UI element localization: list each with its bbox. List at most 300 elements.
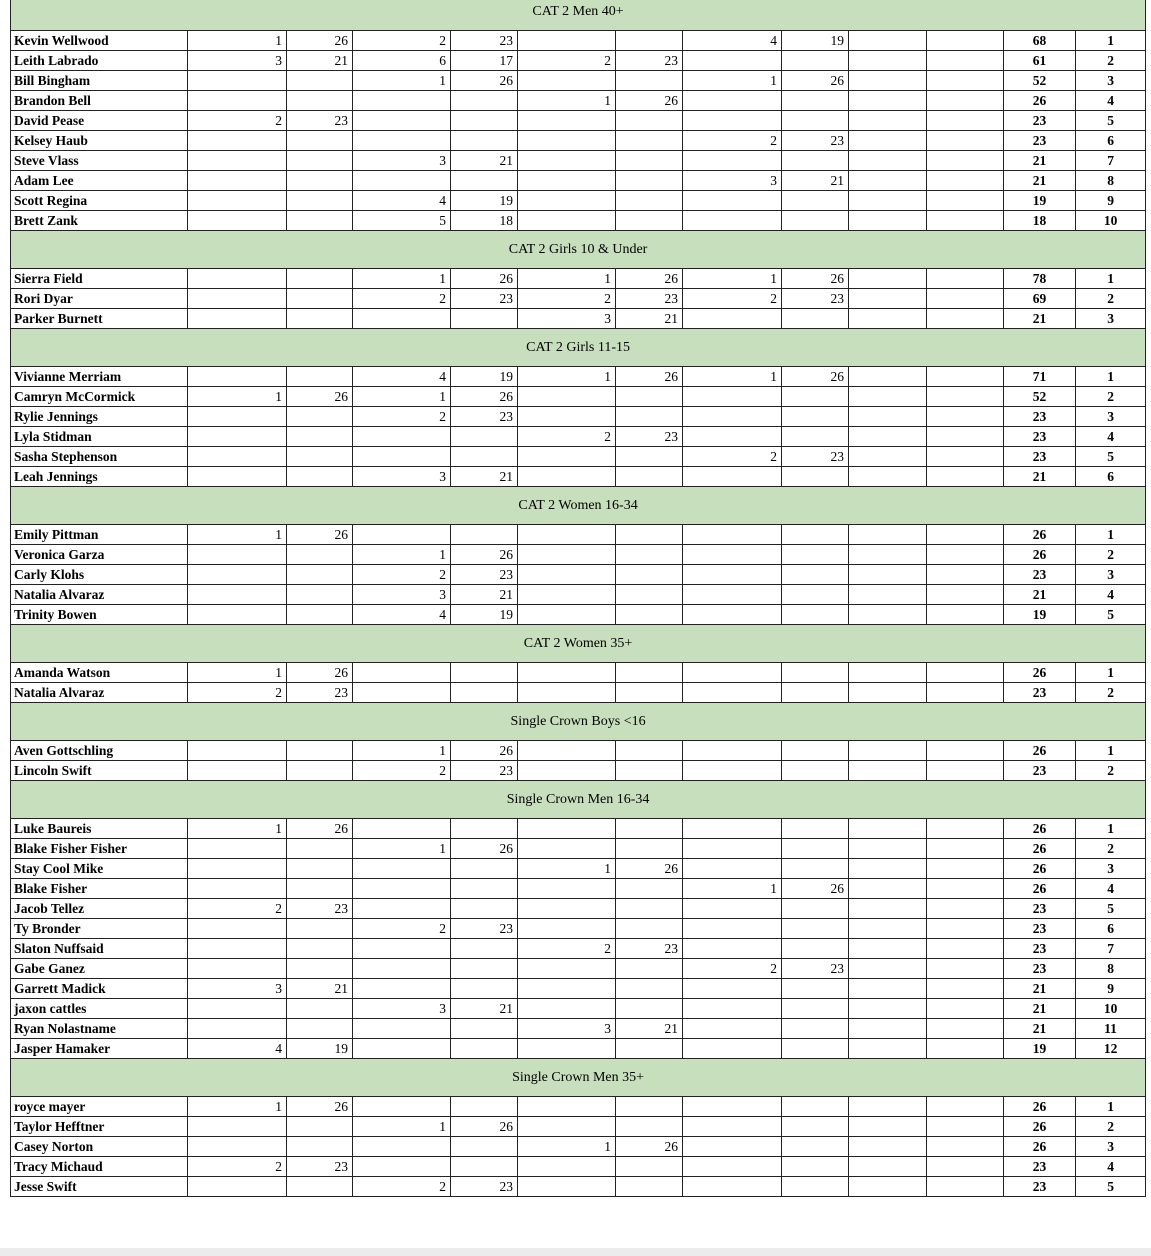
overall-rank: 6 [1076,131,1146,151]
race-1-points [287,605,353,625]
race-2-place: 2 [353,761,451,781]
race-4-points [782,663,849,683]
race-3-place [518,1157,616,1177]
rider-name: Ryan Nolastname [11,1019,188,1039]
race-2-points [451,427,518,447]
race-3-points [616,999,683,1019]
race-4-place [683,51,782,71]
overall-rank: 11 [1076,1019,1146,1039]
race-3-place [518,151,616,171]
race-2-place [353,525,451,545]
race-1-place: 3 [188,979,287,999]
race-2-place [353,1019,451,1039]
race-2-points: 19 [451,605,518,625]
race-5-place [849,427,927,447]
race-3-points [616,979,683,999]
race-2-place: 4 [353,191,451,211]
category-title: CAT 2 Girls 11-15 [11,329,1146,367]
rider-row [11,605,1146,625]
overall-rank: 2 [1076,1117,1146,1137]
race-4-points [782,919,849,939]
race-3-points [616,1177,683,1197]
race-3-points [616,1097,683,1117]
race-4-place [683,859,782,879]
race-2-points [451,1097,518,1117]
rider-name: Brett Zank [11,211,188,231]
race-2-place: 5 [353,211,451,231]
race-4-place: 4 [683,31,782,51]
race-3-points [616,565,683,585]
race-5-place [849,309,927,329]
race-2-place: 3 [353,585,451,605]
rider-name: Natalia Alvaraz [11,683,188,703]
rider-row [11,663,1146,683]
race-2-place: 2 [353,407,451,427]
race-5-place [849,31,927,51]
race-4-place: 2 [683,447,782,467]
race-2-points: 19 [451,367,518,387]
race-1-place [188,71,287,91]
race-1-points [287,447,353,467]
total-points: 69 [1004,289,1076,309]
race-3-place [518,211,616,231]
overall-rank: 1 [1076,1097,1146,1117]
race-3-place [518,191,616,211]
race-5-points [927,171,1004,191]
race-5-place [849,1097,927,1117]
rider-row [11,289,1146,309]
category-title: CAT 2 Women 16-34 [11,487,1146,525]
total-points: 26 [1004,1117,1076,1137]
race-3-place [518,899,616,919]
race-4-points [782,585,849,605]
overall-rank: 5 [1076,1177,1146,1197]
race-5-points [927,51,1004,71]
race-5-points [927,565,1004,585]
race-2-points: 21 [451,151,518,171]
race-1-place [188,131,287,151]
rider-name: jaxon cattles [11,999,188,1019]
rider-name: Stay Cool Mike [11,859,188,879]
race-3-place [518,879,616,899]
race-2-place [353,683,451,703]
total-points: 26 [1004,839,1076,859]
race-5-place [849,585,927,605]
race-2-points [451,309,518,329]
total-points: 26 [1004,879,1076,899]
race-3-place [518,585,616,605]
race-2-points: 23 [451,1177,518,1197]
race-5-place [849,191,927,211]
race-3-points: 23 [616,51,683,71]
rider-row [11,1097,1146,1117]
race-1-points [287,309,353,329]
race-4-place [683,605,782,625]
overall-rank: 4 [1076,1157,1146,1177]
race-5-points [927,407,1004,427]
overall-rank: 5 [1076,899,1146,919]
race-1-place [188,191,287,211]
race-5-points [927,31,1004,51]
bottom-edge [0,1248,1151,1256]
race-2-points [451,683,518,703]
race-1-place [188,211,287,231]
race-1-place [188,585,287,605]
race-4-place [683,1019,782,1039]
rider-row [11,387,1146,407]
rider-row [11,1039,1146,1059]
rider-name: Camryn McCormick [11,387,188,407]
race-2-place: 2 [353,289,451,309]
race-4-place [683,111,782,131]
race-3-place [518,959,616,979]
race-1-points: 26 [287,31,353,51]
race-4-points [782,761,849,781]
rider-name: Bill Bingham [11,71,188,91]
rider-row [11,111,1146,131]
rider-name: Amanda Watson [11,663,188,683]
race-2-points: 23 [451,761,518,781]
race-4-points [782,151,849,171]
race-2-points [451,959,518,979]
rider-name: Brandon Bell [11,91,188,111]
race-2-place: 1 [353,269,451,289]
race-2-place: 1 [353,1117,451,1137]
race-2-place: 3 [353,999,451,1019]
race-1-place: 1 [188,1097,287,1117]
race-3-points [616,605,683,625]
category-title: CAT 2 Men 40+ [11,0,1146,31]
race-5-points [927,839,1004,859]
race-5-points [927,1177,1004,1197]
overall-rank: 6 [1076,467,1146,487]
race-4-points [782,605,849,625]
race-4-points [782,191,849,211]
race-2-points: 26 [451,545,518,565]
overall-rank: 2 [1076,545,1146,565]
race-1-place [188,999,287,1019]
race-2-points [451,899,518,919]
overall-rank: 2 [1076,387,1146,407]
rider-row [11,1157,1146,1177]
race-3-place [518,839,616,859]
race-2-points [451,131,518,151]
rider-name: Adam Lee [11,171,188,191]
race-2-place: 3 [353,151,451,171]
race-5-points [927,663,1004,683]
rider-name: Leith Labrado [11,51,188,71]
race-1-points [287,427,353,447]
rider-row [11,51,1146,71]
rider-row [11,427,1146,447]
race-3-points [616,1039,683,1059]
race-2-place: 4 [353,605,451,625]
race-2-place [353,111,451,131]
standings-table [10,0,1146,1197]
race-1-points [287,191,353,211]
race-2-points [451,91,518,111]
race-5-points [927,819,1004,839]
category-header-row [11,487,1146,525]
race-1-points [287,71,353,91]
race-1-points [287,131,353,151]
race-1-place: 3 [188,51,287,71]
overall-rank: 1 [1076,525,1146,545]
race-3-points [616,111,683,131]
rider-row [11,309,1146,329]
race-4-points [782,111,849,131]
race-2-place: 1 [353,741,451,761]
race-3-points [616,761,683,781]
overall-rank: 8 [1076,171,1146,191]
race-5-points [927,91,1004,111]
total-points: 71 [1004,367,1076,387]
race-5-place [849,761,927,781]
overall-rank: 2 [1076,289,1146,309]
race-5-place [849,111,927,131]
race-4-points: 26 [782,269,849,289]
race-1-place: 2 [188,899,287,919]
rider-row [11,447,1146,467]
race-5-place [849,859,927,879]
race-4-place: 1 [683,269,782,289]
total-points: 26 [1004,819,1076,839]
overall-rank: 12 [1076,1039,1146,1059]
rider-name: Parker Burnett [11,309,188,329]
rider-name: Gabe Ganez [11,959,188,979]
race-5-place [849,211,927,231]
race-1-place [188,171,287,191]
rider-row [11,91,1146,111]
race-5-points [927,899,1004,919]
race-4-points [782,91,849,111]
category-title: CAT 2 Women 35+ [11,625,1146,663]
race-2-points: 21 [451,999,518,1019]
overall-rank: 10 [1076,211,1146,231]
category-header-row [11,625,1146,663]
race-5-place [849,979,927,999]
total-points: 23 [1004,939,1076,959]
race-5-points [927,1097,1004,1117]
race-3-place [518,1097,616,1117]
race-3-place [518,979,616,999]
race-2-points [451,111,518,131]
race-3-place: 2 [518,427,616,447]
race-2-place [353,91,451,111]
race-2-place [353,1097,451,1117]
rider-name: Rylie Jennings [11,407,188,427]
rider-row [11,367,1146,387]
rider-row [11,1137,1146,1157]
race-1-place [188,91,287,111]
category-header-row [11,1059,1146,1097]
race-2-place [353,879,451,899]
race-4-place [683,387,782,407]
race-4-place [683,663,782,683]
race-3-points [616,663,683,683]
rider-name: Natalia Alvaraz [11,585,188,605]
race-4-place [683,999,782,1019]
total-points: 19 [1004,1039,1076,1059]
total-points: 23 [1004,407,1076,427]
overall-rank: 2 [1076,761,1146,781]
rider-row [11,407,1146,427]
race-4-place [683,1137,782,1157]
total-points: 23 [1004,919,1076,939]
race-3-place [518,447,616,467]
race-1-place [188,289,287,309]
race-2-points [451,859,518,879]
race-4-place: 2 [683,131,782,151]
overall-rank: 9 [1076,979,1146,999]
total-points: 23 [1004,683,1076,703]
race-3-place [518,999,616,1019]
race-2-points [451,1019,518,1039]
race-2-points: 26 [451,839,518,859]
race-3-place [518,819,616,839]
race-3-place: 1 [518,367,616,387]
race-2-place [353,819,451,839]
race-1-points [287,211,353,231]
race-2-place: 6 [353,51,451,71]
race-1-points [287,545,353,565]
race-5-place [849,565,927,585]
race-5-place [849,1137,927,1157]
rider-row [11,151,1146,171]
race-4-points: 23 [782,289,849,309]
race-3-place [518,1117,616,1137]
race-5-place [849,407,927,427]
race-3-points [616,545,683,565]
race-5-points [927,447,1004,467]
race-5-place [849,151,927,171]
race-2-place: 2 [353,1177,451,1197]
rider-name: Casey Norton [11,1137,188,1157]
race-3-place: 1 [518,859,616,879]
race-3-place: 1 [518,269,616,289]
race-1-place: 1 [188,819,287,839]
race-3-points [616,525,683,545]
rider-name: Blake Fisher Fisher [11,839,188,859]
race-1-place [188,919,287,939]
rider-name: Ty Bronder [11,919,188,939]
overall-rank: 1 [1076,31,1146,51]
race-4-points [782,999,849,1019]
overall-rank: 4 [1076,427,1146,447]
race-2-points [451,879,518,899]
race-1-points: 26 [287,1097,353,1117]
race-1-place: 1 [188,31,287,51]
race-2-place: 1 [353,545,451,565]
race-3-points: 23 [616,289,683,309]
rider-name: Leah Jennings [11,467,188,487]
race-1-place [188,741,287,761]
race-3-points [616,131,683,151]
race-5-points [927,467,1004,487]
race-1-place [188,839,287,859]
race-3-place [518,31,616,51]
race-5-place [849,683,927,703]
race-3-points [616,1117,683,1137]
total-points: 68 [1004,31,1076,51]
rider-row [11,999,1146,1019]
race-5-points [927,1039,1004,1059]
race-4-points [782,525,849,545]
rider-name: Tracy Michaud [11,1157,188,1177]
race-4-place [683,741,782,761]
rider-row [11,269,1146,289]
race-4-place [683,545,782,565]
race-4-points [782,939,849,959]
rider-row [11,839,1146,859]
race-4-points [782,1039,849,1059]
race-4-points [782,741,849,761]
race-5-place [849,605,927,625]
race-1-place [188,605,287,625]
race-5-points [927,71,1004,91]
race-5-points [927,269,1004,289]
race-1-points: 23 [287,899,353,919]
total-points: 23 [1004,1157,1076,1177]
race-5-points [927,111,1004,131]
race-3-points: 21 [616,1019,683,1039]
race-4-points: 23 [782,959,849,979]
rider-row [11,71,1146,91]
race-4-place [683,1177,782,1197]
rider-row [11,131,1146,151]
race-2-points [451,171,518,191]
race-5-points [927,1019,1004,1039]
race-3-place [518,407,616,427]
race-3-place: 2 [518,51,616,71]
race-4-points [782,683,849,703]
race-4-points [782,1117,849,1137]
race-4-points: 23 [782,447,849,467]
rider-row [11,585,1146,605]
race-1-points [287,151,353,171]
race-3-points: 23 [616,427,683,447]
rider-name: Sasha Stephenson [11,447,188,467]
race-2-points: 26 [451,387,518,407]
total-points: 21 [1004,151,1076,171]
race-5-points [927,367,1004,387]
race-5-points [927,1157,1004,1177]
rider-name: Sierra Field [11,269,188,289]
race-1-place [188,269,287,289]
race-4-place [683,683,782,703]
race-4-place [683,1097,782,1117]
race-1-place: 2 [188,1157,287,1177]
race-4-place [683,427,782,447]
race-1-place [188,309,287,329]
race-2-points [451,1137,518,1157]
rider-row [11,191,1146,211]
race-2-points [451,663,518,683]
rider-name: Jasper Hamaker [11,1039,188,1059]
rider-name: Emily Pittman [11,525,188,545]
race-4-points [782,1177,849,1197]
race-1-points [287,761,353,781]
race-1-place [188,467,287,487]
race-4-points [782,51,849,71]
race-5-points [927,211,1004,231]
race-2-place: 1 [353,839,451,859]
category-title: CAT 2 Girls 10 & Under [11,231,1146,269]
race-2-points [451,979,518,999]
race-3-place [518,1039,616,1059]
race-3-points: 26 [616,1137,683,1157]
race-3-points [616,71,683,91]
